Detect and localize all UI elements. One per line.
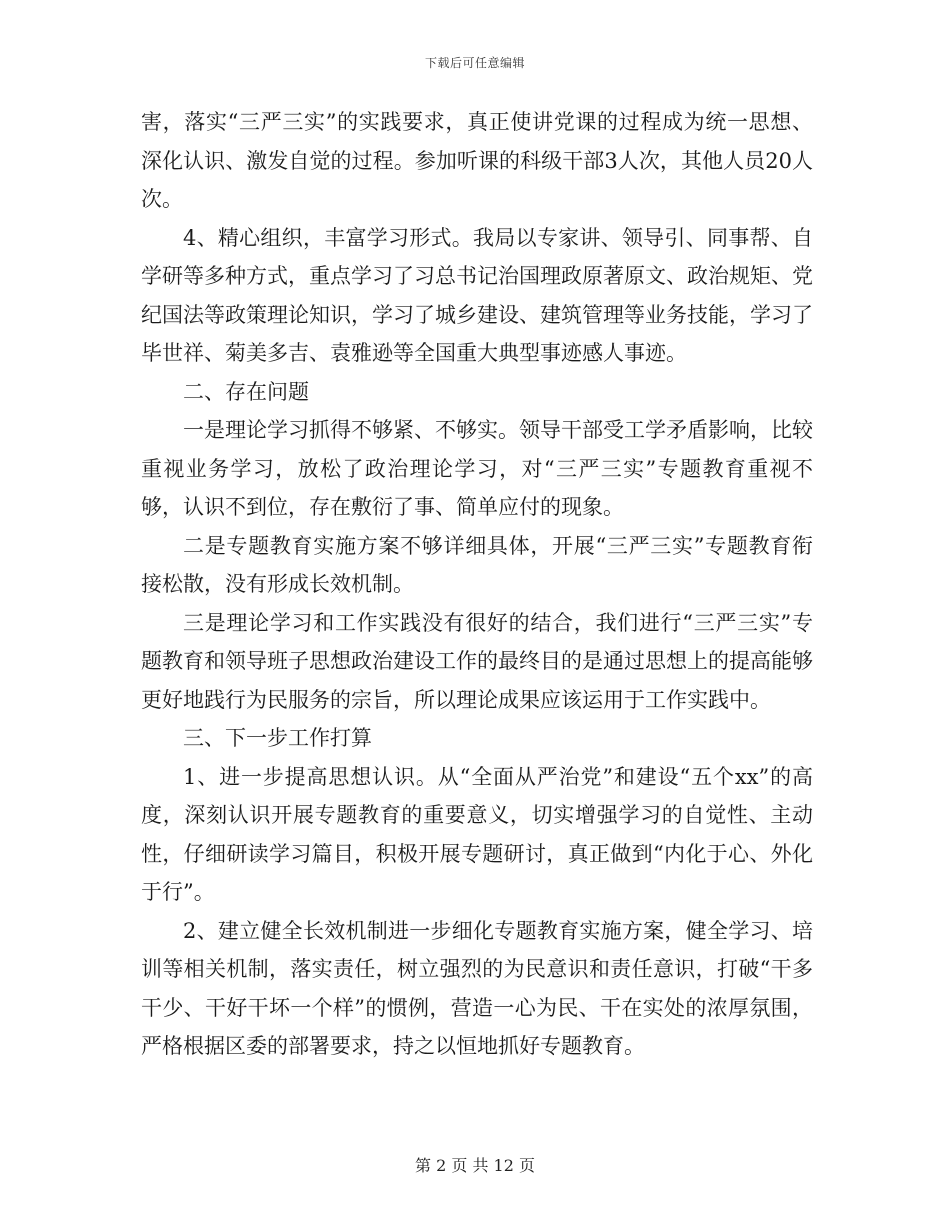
paragraph-problem-2: 二是专题教育实施方案不够详细具体，开展“三严三实”专题教育衔接松散，没有形成长效机制。: [141, 533, 813, 596]
paragraph-plan-2: 2、建立健全长效机制进一步细化专题教育实施方案，健全学习、培训等相关机制，落实责任，树立强烈的为民意识和责任意识，打破“干多干少、干好干坏一个样”的惯例，营造一心为民、干在实处的浓厚氛围，严格根据区委的部署要求，持之以恒地抓好专题教育。: [141, 918, 813, 1058]
paragraph-plan-1: 1、进一步提高思想认识。从“全面从严治党”和建设“五个xx”的高度，深刻认识开展专题教育的重要意义，切实增强学习的自觉性、主动性，仔细研读学习篇目，积极开展专题研讨，真正做到“内化于心、外化于行”。: [141, 764, 813, 904]
paragraph-problem-1: 一是理论学习抓得不够紧、不够实。领导干部受工学矛盾影响，比较重视业务学习，放松了政治理论学习，对“三严三实”专题教育重视不够，认识不到位，存在敷衍了事、简单应付的现象。: [141, 418, 813, 519]
document-body: [141, 103, 813, 1066]
paragraph-item-4: 4、精心组织，丰富学习形式。我局以专家讲、领导引、同事帮、自学研等多种方式，重点学习了习总书记治国理政原著原文、政治规矩、党纪国法等政策理论知识，学习了城乡建设、建筑管理等业务技能，学习了毕世祥、菊美多吉、袁雅逊等全国重大典型事迹感人事迹。: [141, 225, 813, 365]
section-heading-problems: 二、存在问题: [183, 379, 309, 404]
page-header-note: 下载后可任意编辑: [424, 56, 525, 70]
section-heading-next-steps: 三、下一步工作打算: [183, 726, 372, 750]
paragraph-continuation: 害，落实“三严三实”的实践要求，真正使讲党课的过程成为统一思想、深化认识、激发自觉的过程。参加听课的科级干部3人次，其他人员20人次。: [141, 110, 813, 211]
page-number: 第 2 页 共 12 页: [415, 1156, 535, 1175]
paragraph-problem-3: 三是理论学习和工作实践没有很好的结合，我们进行“三严三实”专题教育和领导班子思想政治建设工作的最终目的是通过思想上的提高能够更好地践行为民服务的宗旨，所以理论成果应该运用于工作实践中。: [141, 610, 813, 712]
